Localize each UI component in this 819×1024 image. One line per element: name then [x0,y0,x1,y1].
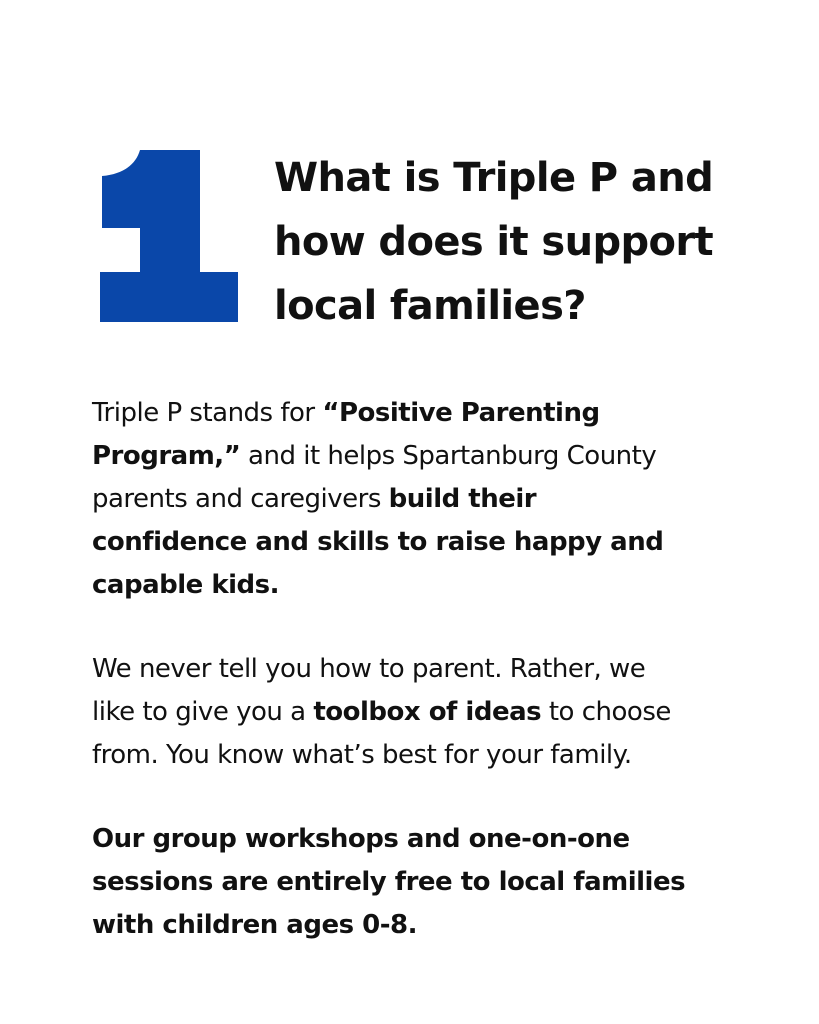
number-one-path [100,150,238,322]
heading-line-3: local families? [274,283,586,329]
paragraph-1-line-2 [92,435,752,478]
bold-segment: “Positive Parenting [322,398,600,428]
page-heading [274,146,794,338]
paragraph-free-sessions [92,818,752,947]
bold-segment: toolbox of ideas [313,697,542,727]
heading-line-2: how does it support [274,219,714,265]
paragraph-1-line-3 [92,478,752,521]
text-segment: parents and caregivers [92,484,389,514]
paragraph-triple-p-definition [92,392,752,607]
paragraph-2-line-1: We never tell you how to parent. Rather, we [92,654,646,684]
bold-segment: capable kids. [92,570,279,600]
paragraph-1-line-1 [92,392,752,435]
paragraph-1-line-5 [92,564,752,607]
number-one-shape [92,150,242,324]
bold-segment: Program,” [92,441,241,471]
paragraph-toolbox-of-ideas [92,648,752,777]
paragraph-2-line-2 [92,691,752,734]
paragraph-3-line-2: sessions are entirely free to local families [92,867,686,897]
text-segment: like to give you a [92,697,314,727]
paragraph-3-line-3: with children ages 0-8. [92,910,417,940]
paragraph-2-line-3: from. You know what’s best for your family. [92,740,632,770]
paragraph-3-line-1: Our group workshops and one-on-one [92,824,630,854]
paragraph-1-line-4 [92,521,752,564]
text-segment: Triple P stands for [92,398,323,428]
bold-segment: confidence and skills to raise happy and [92,527,664,557]
text-segment: and it helps Spartanburg County [240,441,657,471]
text-segment: to choose [541,697,671,727]
bold-segment: build their [388,484,537,514]
heading-line-1: What is Triple P and [274,155,714,201]
number-one-graphic [92,150,242,324]
